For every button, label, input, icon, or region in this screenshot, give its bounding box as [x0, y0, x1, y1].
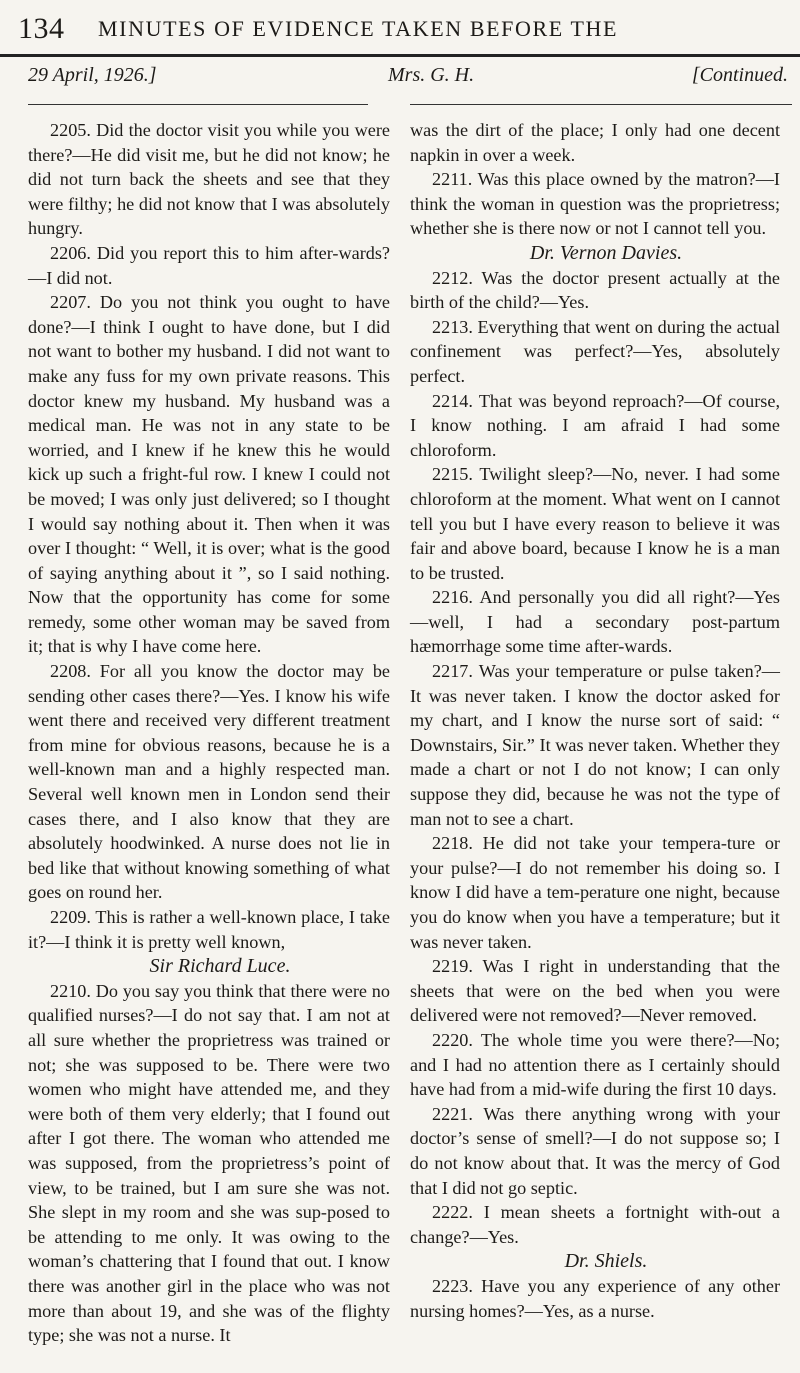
sub-header	[28, 64, 788, 94]
question-2208: 2208. For all you know the doctor may be sending other cases there?—Yes. I know his wife went there and received very different treatment from mine for obvious reasons, because he is a well-known man and a highly respected man. Several well known men in London send their cases there, and I also know that they are absolutely hoodwinked. A nurse does not lie in bed like that without knowing something of what goes on round her.	[28, 661, 390, 903]
question-2213: 2213. Everything that went on during the actual confinement was perfect?—Yes, absolutely perfect.	[410, 316, 780, 386]
question-2221: 2221. Was there anything wrong with your doctor’s sense of smell?—I do not suppose so; I do not know about that. It was the mercy of God that I did not go septic.	[410, 1103, 780, 1198]
question-2217: 2217. Was your temperature or pulse taken?—It was never taken. I know the doctor asked for my chart, and I know the nurse sort of said: “ Downstairs, Sir.” It was never taken. Whether they made a chart or not I do not know; I can only suppose they did, because he was not the type of man not to see a chart.	[410, 661, 780, 829]
page-header	[18, 12, 788, 52]
question-2222: 2222. I mean sheets a fortnight with-out a change?—Yes.	[410, 1202, 780, 1247]
question-2210: 2210. Do you say you think that there were no qualified nurses?—I do not say that. I am not at all sure whether the proprietress was trained or not; she was supposed to be. There were two women who might have attended me, and they were both of them very elderly; that I found out after I got there. The woman who attended me was supposed, from the proprietress’s point of view, to be trained, but I am sure she was not. She slept in my room and she was sup-posed to be attending to me only. It was owing to the woman’s chattering that I found that out. I know there was another girl in the place who was not more than about 19, and she was of the flighty type; she was not a nurse. It	[28, 980, 390, 1346]
header-rule	[0, 54, 800, 57]
subheader-rule-right	[410, 104, 792, 105]
subheader-rule-left	[28, 104, 368, 105]
question-2211: 2211. Was this place owned by the matron?—I think the woman in question was the proprietress; whether she is there now or not I cannot tell you.	[410, 169, 780, 239]
question-2209: 2209. This is rather a well-known place, I take it?—I think it is pretty well known,	[28, 907, 390, 952]
right-column	[410, 118, 780, 1323]
question-2223: 2223. Have you any experience of any other nursing homes?—Yes, as a nurse.	[410, 1275, 780, 1321]
question-2220: 2220. The whole time you were there?—No; and I had no attention there as I certainly should have had from a mid-wife during the first 10 days.	[410, 1029, 780, 1100]
speaker-heading-luce: Sir Richard Luce.	[149, 955, 291, 978]
speaker-heading-davies: Dr. Vernon Davies.	[529, 241, 683, 264]
question-2215: 2215. Twilight sleep?—No, never. I had some chloroform at the moment. What went on I cannot tell you but I have every reason to believe it was fair and above board, because I know he is a man to be trusted.	[410, 464, 780, 583]
question-2212: 2212. Was the doctor present actually at the birth of the child?—Yes.	[410, 267, 780, 313]
question-2205: 2205. Did the doctor visit you while you were there?—He did visit me, but he did not know; he did not turn back the sheets and see that they were filthy; he did not know that I was absolutely hungry.	[28, 120, 390, 239]
speaker-heading-shiels: Dr. Shiels.	[564, 1250, 648, 1273]
question-2207: 2207. Do you not think you ought to have done?—I think I ought to have done, but I did not want to bother my husband. I did not want to make any fuss for my own private reasons. This doctor knew my husband. My husband was a medical man. He was not in any state to be worried, and I knew if he knew this he would kick up such a fright-ful row. I knew I could not be moved; I was only just delivered; so I thought I would say nothing about it. Then when it was over I thought: “ Well, it is over; what is the good of saying anything about it ”, so I said nothing. Now that the opportunity has come for some remedy, some other woman may be saved from it; that is why I have come here.	[28, 292, 390, 657]
question-2216: 2216. And personally you did all right?—Yes—well, I had a secondary post-partum hæmorrhage some time after-wards.	[410, 587, 780, 657]
continued-label: [Continued.	[691, 64, 788, 86]
witness-name: Mrs. G. H.	[388, 64, 475, 86]
session-date: 29 April, 1926.]	[28, 64, 157, 86]
question-2218: 2218. He did not take your tempera-ture or your pulse?—I do not remember his doing so. I know I did have a tem-perature one night, because you do know when you have a temperature; but it was never taken.	[410, 833, 780, 952]
left-column	[28, 118, 390, 1348]
question-2214: 2214. That was beyond reproach?—Of course, I know nothing. I am afraid I had some chloroform.	[410, 390, 780, 460]
continued-answer: was the dirt of the place; I only had one decent napkin in over a week.	[410, 120, 780, 165]
question-2206: 2206. Did you report this to him after-wards?—I did not.	[28, 242, 390, 288]
page-number: 134	[18, 12, 65, 45]
running-title: MINUTES OF EVIDENCE TAKEN BEFORE THE	[98, 16, 619, 41]
question-2219: 2219. Was I right in understanding that the sheets that were on the bed when you were delivered were not removed?—Never removed.	[410, 956, 780, 1026]
